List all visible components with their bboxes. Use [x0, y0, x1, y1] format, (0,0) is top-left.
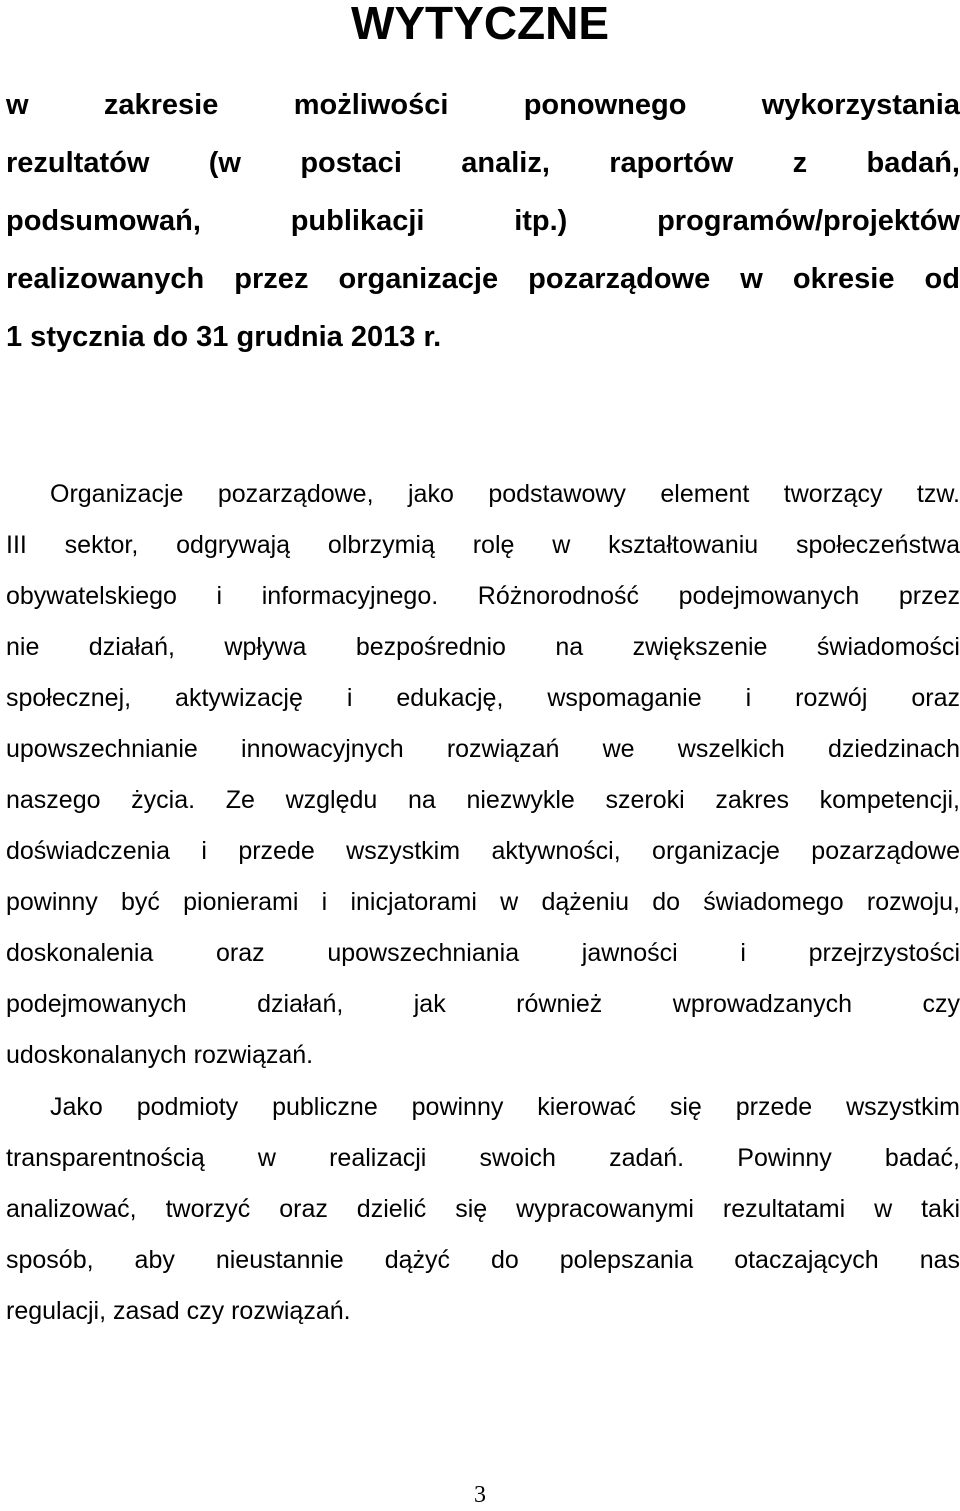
paragraph-line: transparentnością w realizacji swoich zadań. Powinny badać, — [6, 1144, 960, 1172]
paragraph-line: analizować, tworzyć oraz dzielić się wypracowanymi rezultatami w taki — [6, 1195, 960, 1223]
paragraph-line: III sektor, odgrywają olbrzymią rolę w kształtowaniu społeczeństwa — [6, 531, 960, 559]
document-title: WYTYCZNE — [350, 0, 610, 49]
subtitle-line: 1 stycznia do 31 grudnia 2013 r. — [6, 321, 442, 353]
subtitle-line: rezultatów (w postaci analiz, raportów z badań, — [6, 147, 960, 179]
subtitle-line: podsumowań, publikacji itp.) programów/projektów — [6, 205, 960, 237]
paragraph-line: regulacji, zasad czy rozwiązań. — [6, 1297, 351, 1325]
paragraph-line: obywatelskiego i informacyjnego. Różnorodność podejmowanych przez — [6, 582, 960, 610]
paragraph-line: upowszechnianie innowacyjnych rozwiązań we wszelkich dziedzinach — [6, 735, 960, 763]
paragraph-line: nie działań, wpływa bezpośrednio na zwiększenie świadomości — [6, 633, 960, 661]
paragraph-line: Organizacje pozarządowe, jako podstawowy element tworzący tzw. — [50, 480, 960, 508]
paragraph-line: udoskonalanych rozwiązań. — [6, 1041, 314, 1069]
paragraph-line: powinny być pionierami i inicjatorami w dążeniu do świadomego rozwoju, — [6, 888, 960, 916]
paragraph-line: doskonalenia oraz upowszechniania jawności i przejrzystości — [6, 939, 960, 967]
paragraph-line: doświadczenia i przede wszystkim aktywności, organizacje pozarządowe — [6, 837, 960, 865]
page-number: 3 — [474, 1482, 486, 1508]
paragraph-line: sposób, aby nieustannie dążyć do polepszania otaczających nas — [6, 1246, 960, 1274]
paragraph-line: naszego życia. Ze względu na niezwykle szeroki zakres kompetencji, — [6, 786, 960, 814]
paragraph-line: społecznej, aktywizację i edukację, wspomaganie i rozwój oraz — [6, 684, 960, 712]
subtitle-line: w zakresie możliwości ponownego wykorzystania — [6, 89, 960, 121]
paragraph-line: Jako podmioty publiczne powinny kierować się przede wszystkim — [50, 1093, 960, 1121]
paragraph-line: podejmowanych działań, jak również wprowadzanych czy — [6, 990, 960, 1018]
subtitle-line: realizowanych przez organizacje pozarządowe w okresie od — [6, 263, 960, 295]
